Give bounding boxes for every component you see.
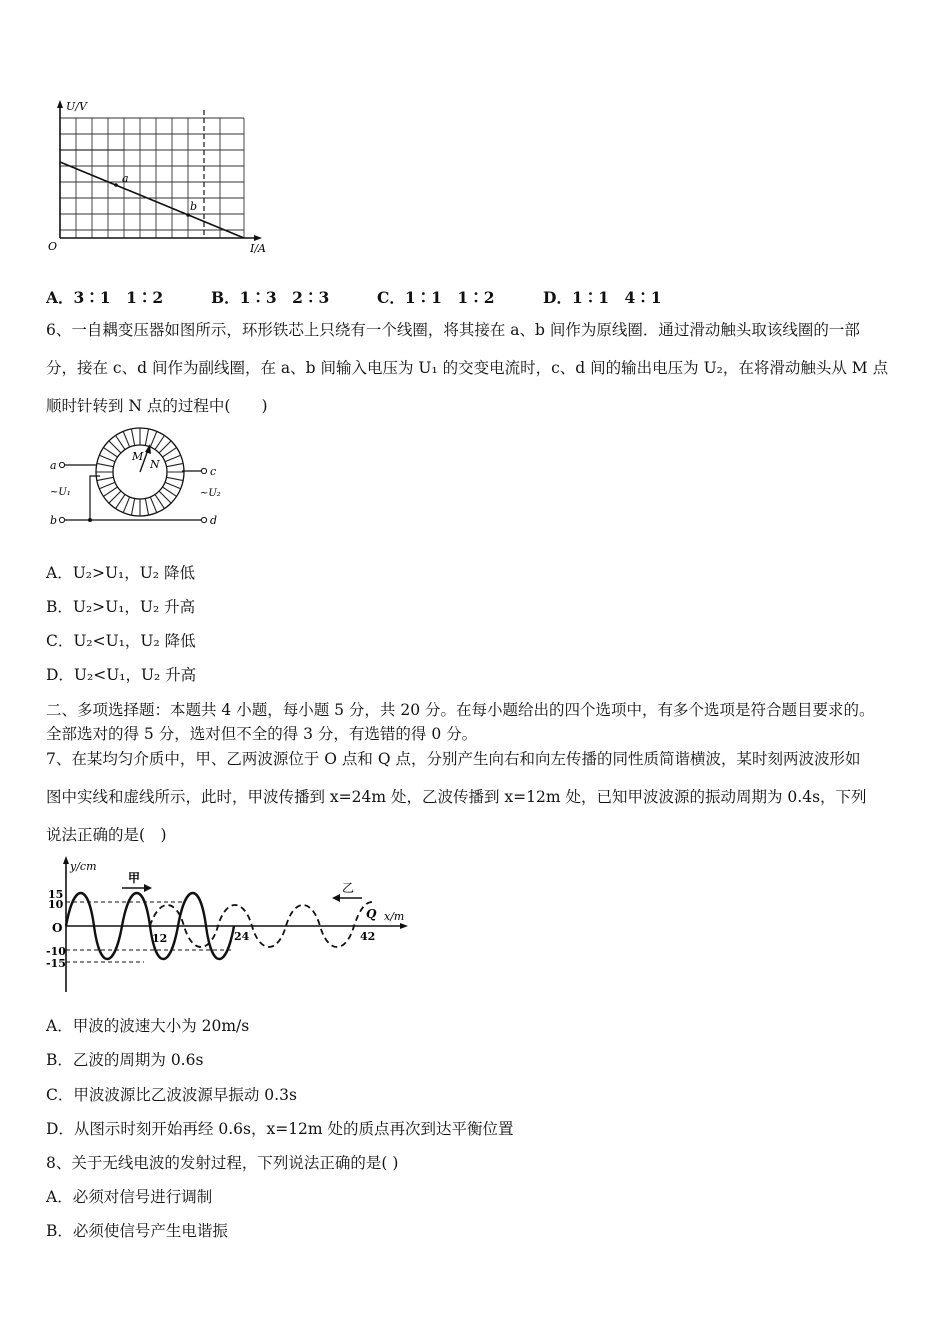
wave-x-axis-arrow xyxy=(400,923,408,929)
wave-origin-label: O xyxy=(52,921,63,935)
q5-option-d[interactable]: D．1∶1 4∶1 xyxy=(543,288,662,307)
q7-stem-line2: 图中实线和虚线所示，此时，甲波传播到 x=24m 处，乙波传播到 x=12m 处，已知甲波波源的振动周期为 0.4s，下列 xyxy=(46,788,867,806)
point-b-label: b xyxy=(190,200,198,213)
section2-line2: 全部选对的得 5 分，选对但不全的得 3 分，有选错的得 0 分。 xyxy=(46,725,478,743)
q7-stem-line1: 7、在某均匀介质中，甲、乙两波源位于 O 点和 Q 点，分别产生向右和向左传播的同性质简谐横波，某时刻两波波形如 xyxy=(46,750,861,768)
label-m: M xyxy=(132,450,144,463)
point-a-label: a xyxy=(122,172,129,185)
label-n: N xyxy=(150,458,160,471)
terminal-b xyxy=(59,517,64,522)
x-axis-arrow xyxy=(254,235,262,241)
circuit-wires xyxy=(65,465,201,520)
y-tick-15: 15 xyxy=(48,888,64,901)
q7-option-c[interactable]: C．甲波波源比乙波波源早振动 0.3s xyxy=(46,1086,297,1104)
y-tick-neg15: -15 xyxy=(46,957,66,970)
wave-figure xyxy=(44,852,414,998)
q5-option-c[interactable]: C．1∶1 1∶2 xyxy=(377,288,495,307)
wave-yi-label: 乙 xyxy=(342,881,355,895)
y-axis-label: U/V xyxy=(66,100,87,113)
terminal-c xyxy=(201,468,206,473)
q7-option-b[interactable]: B．乙波的周期为 0.6s xyxy=(46,1051,204,1069)
x-tick-12: 12 xyxy=(152,932,168,945)
q6-option-c[interactable]: C．U₂<U₁，U₂ 降低 xyxy=(46,632,196,650)
x-tick-42: 42 xyxy=(360,930,376,943)
q6-option-a[interactable]: A．U₂>U₁，U₂ 降低 xyxy=(46,564,195,582)
point-a-marker xyxy=(114,183,118,187)
q6-stem-line2: 分，接在 c、d 间作为副线圈，在 a、b 间输入电压为 U₁ 的交变电流时，c、d 间的输出电压为 U₂，在将滑动触头从 M 点 xyxy=(46,359,889,377)
q5-option-b[interactable]: B．1∶3 2∶3 xyxy=(211,288,330,307)
q7-option-d[interactable]: D．从图示时刻开始再经 0.6s，x=12m 处的质点再次到达平衡位置 xyxy=(46,1120,514,1138)
graph-grid xyxy=(60,118,244,238)
q8-option-b[interactable]: B．必须使信号产生电谐振 xyxy=(46,1222,228,1240)
section2-line1: 二、多项选择题：本题共 4 小题，每小题 5 分，共 20 分。在每小题给出的四个选项中，有多个选项是符合题目要求的。 xyxy=(46,701,875,719)
label-u2: ~U₂ xyxy=(200,488,221,499)
y-tick-10: 10 xyxy=(48,898,64,911)
q5-option-a[interactable]: A．3∶1 1∶2 xyxy=(46,288,164,307)
wave-q-label: Q xyxy=(366,907,377,921)
q7-stem-line3: 说法正确的是( ) xyxy=(46,826,167,844)
q6-option-d[interactable]: D．U₂<U₁，U₂ 升高 xyxy=(46,666,197,684)
q6-stem-line3: 顺时针转到 N 点的过程中( ) xyxy=(46,397,268,415)
ui-graph-figure xyxy=(44,96,294,261)
terminal-d xyxy=(201,517,206,522)
y-tick-neg10: -10 xyxy=(46,945,66,958)
junction-dot xyxy=(88,518,92,522)
wave-jia-label: 甲 xyxy=(128,871,141,885)
label-c: c xyxy=(210,465,217,478)
q7-option-a[interactable]: A．甲波的波速大小为 20m/s xyxy=(46,1017,250,1035)
wave-y-axis-label: y/cm xyxy=(70,860,97,873)
autotransformer-figure xyxy=(44,424,244,536)
q8-stem: 8、关于无线电波的发射过程，下列说法正确的是( ) xyxy=(46,1154,399,1172)
jia-arrow-icon xyxy=(144,884,152,892)
x-axis-label: I/A xyxy=(250,242,266,255)
label-a: a xyxy=(50,459,57,472)
q6-option-b[interactable]: B．U₂>U₁，U₂ 升高 xyxy=(46,598,196,616)
ui-line xyxy=(60,162,244,238)
label-u1: ~U₁ xyxy=(50,487,71,498)
label-d: d xyxy=(210,514,218,527)
label-b: b xyxy=(50,514,58,527)
x-tick-24: 24 xyxy=(234,930,250,943)
y-axis-arrow xyxy=(57,100,63,108)
terminal-a xyxy=(59,462,64,467)
origin-label: O xyxy=(48,240,58,253)
point-b-marker xyxy=(186,213,190,217)
wave-x-axis-label: x/m xyxy=(384,910,405,923)
q6-stem-line1: 6、一自耦变压器如图所示，环形铁芯上只绕有一个线圈，将其接在 a、b 间作为原线圈．通过滑动触头取该线圈的一部 xyxy=(46,321,860,339)
graph-dashed-lines xyxy=(60,110,204,238)
yi-arrow-icon xyxy=(332,894,340,902)
wave-y-axis-arrow xyxy=(63,856,69,864)
q8-option-a[interactable]: A．必须对信号进行调制 xyxy=(46,1188,213,1206)
